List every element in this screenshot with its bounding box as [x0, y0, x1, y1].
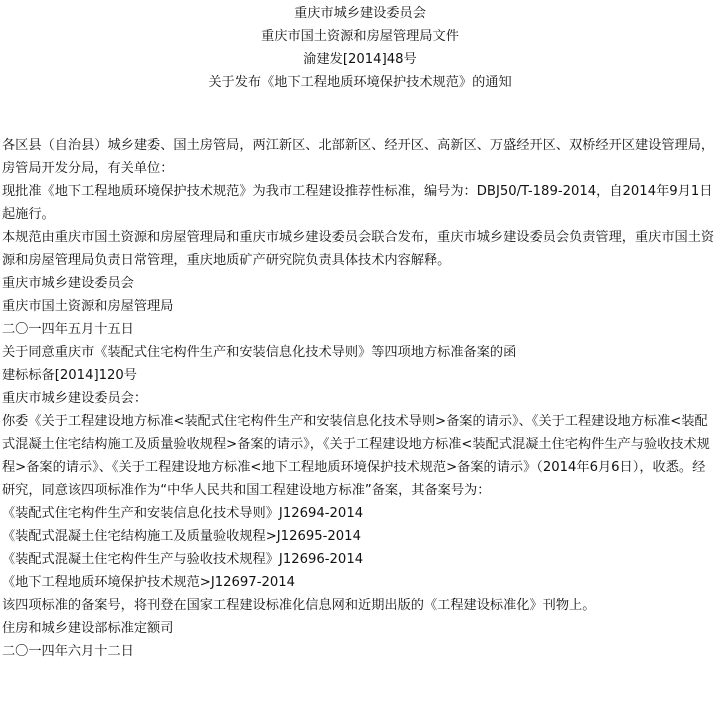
letter-addressee: 重庆市城乡建设委员会：: [2, 391, 148, 406]
document-header: [0, 0, 720, 94]
letter-number: 建标标备[2014]120号: [2, 368, 137, 383]
issuer-1: 重庆市城乡建设委员会: [294, 6, 426, 21]
letter-signatory: 住房和城乡建设部标准定额司: [2, 621, 174, 636]
signatory-2: 重庆市国土资源和房屋管理局: [2, 299, 174, 314]
letter-body: 你委《关于工程建设地方标准<装配式住宅构件生产和安装信息化技术导则>备案的请示》、《关于工程建设地方标准<装配式混凝土住宅结构施工及质量验收规程>备案的请示》，《关于工程建设地方标准<装配式混凝土住宅构件生产与验收技术规程>备案的请示》、《关于工程建设地方标准<地下工程地质环境保护技术规范>备案的请示》（2014年6月6日），收悉。经研究，同意该四项标准作为“中华人民共和国工程建设地方标准”备案，其备案号为：: [2, 414, 710, 498]
record-item: 《装配式住宅构件生产和安装信息化技术导则》J12694-2014: [2, 506, 364, 521]
issuer-2: 重庆市国土资源和房屋管理局文件: [261, 29, 459, 44]
document-number: 渝建发[2014]48号: [303, 52, 417, 67]
document-title: 关于发布《地下工程地质环境保护技术规范》的通知: [208, 75, 512, 90]
letter-date: 二〇一四年六月十二日: [2, 644, 134, 659]
publish-paragraph: 该四项标准的备案号，将刊登在国家工程建设标准化信息网和近期出版的《工程建设标准化》刊物上。: [2, 598, 596, 613]
document-body: [0, 134, 720, 663]
issue-date: 二〇一四年五月十五日: [2, 322, 134, 337]
signatory-1: 重庆市城乡建设委员会: [2, 276, 134, 291]
record-item: 《装配式混凝土住宅构件生产与验收技术规程》J12696-2014: [2, 552, 364, 567]
record-item: 《装配式混凝土住宅结构施工及质量验收规程>J12695-2014: [2, 529, 361, 544]
approval-paragraph: 现批准《地下工程地质环境保护技术规范》为我市工程建设推荐性标准，编号为：DBJ50/T-189-2014，自2014年9月1日起施行。: [2, 184, 713, 222]
letter-title: 关于同意重庆市《装配式住宅构件生产和安装信息化技术导则》等四项地方标准备案的函: [2, 345, 517, 360]
management-paragraph: 本规范由重庆市国土资源和房屋管理局和重庆市城乡建设委员会联合发布，重庆市城乡建设委员会负责管理，重庆市国土资源和房屋管理局负责日常管理，重庆地质矿产研究院负责具体技术内容解释。: [2, 230, 715, 268]
record-item: 《地下工程地质环境保护技术规范>J12697-2014: [2, 575, 296, 590]
addressees: 各区县（自治县）城乡建委、国土房管局，两江新区、北部新区、经开区、高新区、万盛经开区、双桥经开区建设管理局，房管局开发分局，有关单位：: [2, 138, 715, 176]
